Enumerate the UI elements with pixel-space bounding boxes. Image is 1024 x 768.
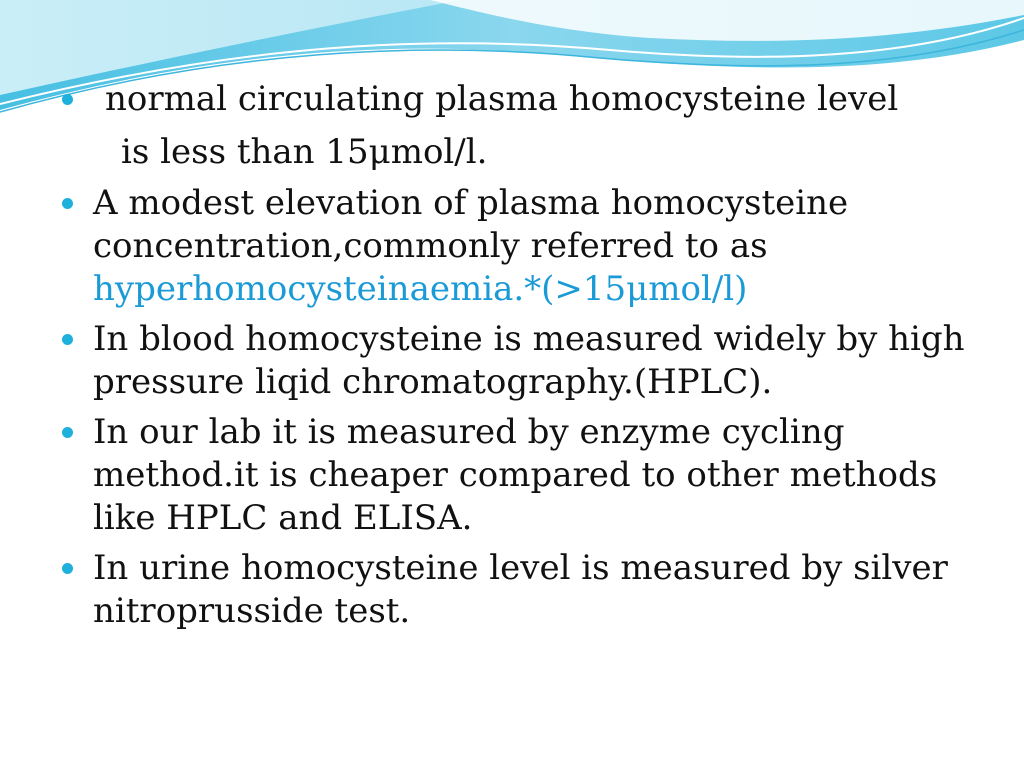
bullet-dot-icon <box>62 563 73 574</box>
bullet-item-modest-elevation <box>60 182 990 311</box>
bullet-text: A modest elevation of plasma homocysteine concentration,commonly referred to as <box>93 183 849 266</box>
bullet-dot-icon <box>62 334 73 345</box>
content-area <box>60 78 990 640</box>
highlight-text: hyperhomocysteinaemia.*(>15μmol/l) <box>93 269 748 309</box>
bullet-dot-icon <box>62 427 73 438</box>
bullet-list <box>60 78 990 633</box>
bullet-text: In our lab it is measured by enzyme cycling method.it is cheaper compared to other methods like HPLC and ELISA. <box>93 412 938 538</box>
bullet-text-line1: normal circulating plasma homocysteine level <box>105 79 899 119</box>
bullet-dot-icon <box>62 198 73 209</box>
bullet-text: In urine homocysteine level is measured by silver nitroprusside test. <box>93 548 948 631</box>
bullet-item-urine-test <box>60 547 990 633</box>
bullet-item-blood-hplc <box>60 318 990 404</box>
bullet-item-normal-level <box>60 78 990 174</box>
bullet-text: In blood homocysteine is measured widely by high pressure liqid chromatography.(HPLC). <box>93 319 965 402</box>
bullet-dot-icon <box>62 94 73 105</box>
bullet-item-enzyme-cycling <box>60 411 990 540</box>
bullet-text-line2: is less than 15μmol/l. <box>121 132 488 172</box>
